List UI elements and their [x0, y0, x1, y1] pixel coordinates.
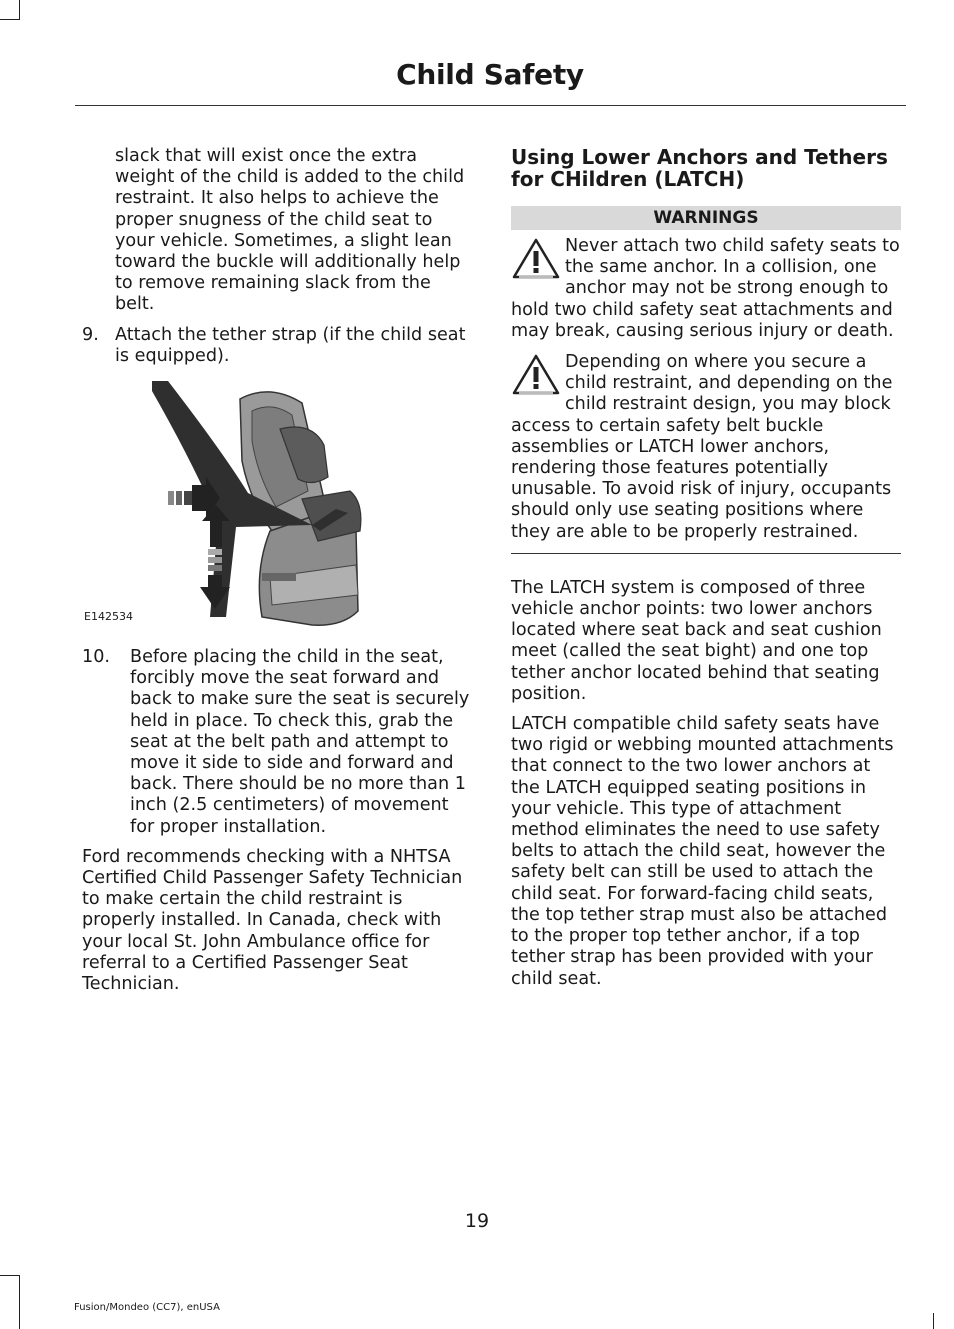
- step-10: [82, 647, 472, 838]
- crop-mark: [19, 1275, 20, 1329]
- child-seat-illustration: [152, 381, 432, 639]
- step-text: Attach the tether strap (if the child seat is equipped).: [115, 324, 466, 366]
- latch-paragraph-1: The LATCH system is composed of three vehicle anchor points: two lower anchors located where seat back and seat cushion meet (called the seat bight) and one top tether anchor located behind that seating position.: [511, 577, 882, 704]
- warnings-header: WARNINGS: [511, 206, 901, 230]
- child-seat-figure: [82, 381, 472, 639]
- step-number: 9.: [82, 324, 99, 345]
- figure-label: E142534: [84, 609, 133, 623]
- warning-text: Never attach two child safety seats to the same anchor. In a collision, one anchor may not be strong enough to hold two child safety seat attachments and may break, causing serious injury or death.: [511, 236, 900, 341]
- warning-1: [511, 236, 901, 342]
- page-number: 19: [464, 1210, 490, 1232]
- warnings-divider: [511, 553, 901, 554]
- continued-paragraph: slack that will exist once the extra weight of the child is added to the child restraint. It also helps to achieve the proper snugness of the child seat to your vehicle. Sometimes, a slight lean toward the buckle will additionally help to remove remaining slack from the belt.: [115, 146, 465, 315]
- step-number: 10.: [82, 647, 110, 668]
- left-column: [82, 146, 472, 1004]
- title-divider: [75, 105, 906, 106]
- latch-paragraph-2: LATCH compatible child safety seats have two rigid or webbing mounted attachments that connect to the two lower anchors at the LATCH equipped seating positions in your vehicle. This type of attachment method eliminates the need to use safety belts to attach the child seat, however the safety belt can still be used to attach the child seat. For forward-facing child seats, the top tether strap must also be attached to the proper top tether anchor, if a top tether strap has been provided with your child seat.: [511, 714, 894, 989]
- warning-triangle-icon: [511, 353, 561, 397]
- warning-triangle-icon: [511, 237, 561, 281]
- right-column: [511, 146, 901, 999]
- warning-2: [511, 352, 901, 543]
- footer-text: Fusion/Mondeo (CC7), enUSA: [74, 1302, 220, 1313]
- crop-mark: [19, 0, 20, 20]
- step-9: [82, 325, 472, 367]
- crop-mark: [0, 19, 20, 20]
- warning-text: Depending on where you secure a child restraint, and depending on the child restraint design, you may block access to certain safety belt buckle assemblies or LATCH lower anchors, rendering those features potentially unusable. To avoid risk of injury, occupants should only use seating positions where they are able to be properly restrained.: [511, 352, 893, 542]
- section-heading: Using Lower Anchors and Tethers for CHildren (LATCH): [511, 145, 888, 191]
- crop-mark: [0, 1275, 20, 1276]
- recommendation-paragraph: Ford recommends checking with a NHTSA Certified Child Passenger Safety Technician to make certain the child restraint is properly installed. In Canada, check with your local St. John Ambulance office for referral to a Certified Passenger Seat Technician.: [82, 846, 463, 995]
- crop-mark: [933, 1313, 934, 1329]
- step-text: Before placing the child in the seat, forcibly move the seat forward and back to make sure the seat is securely held in place. To check this, grab the seat at the belt path and attempt to move it side to side and forward and back. There should be no more than 1 inch (2.5 centimeters) of movement for proper installation.: [130, 647, 470, 837]
- page-title: Child Safety: [396, 58, 584, 91]
